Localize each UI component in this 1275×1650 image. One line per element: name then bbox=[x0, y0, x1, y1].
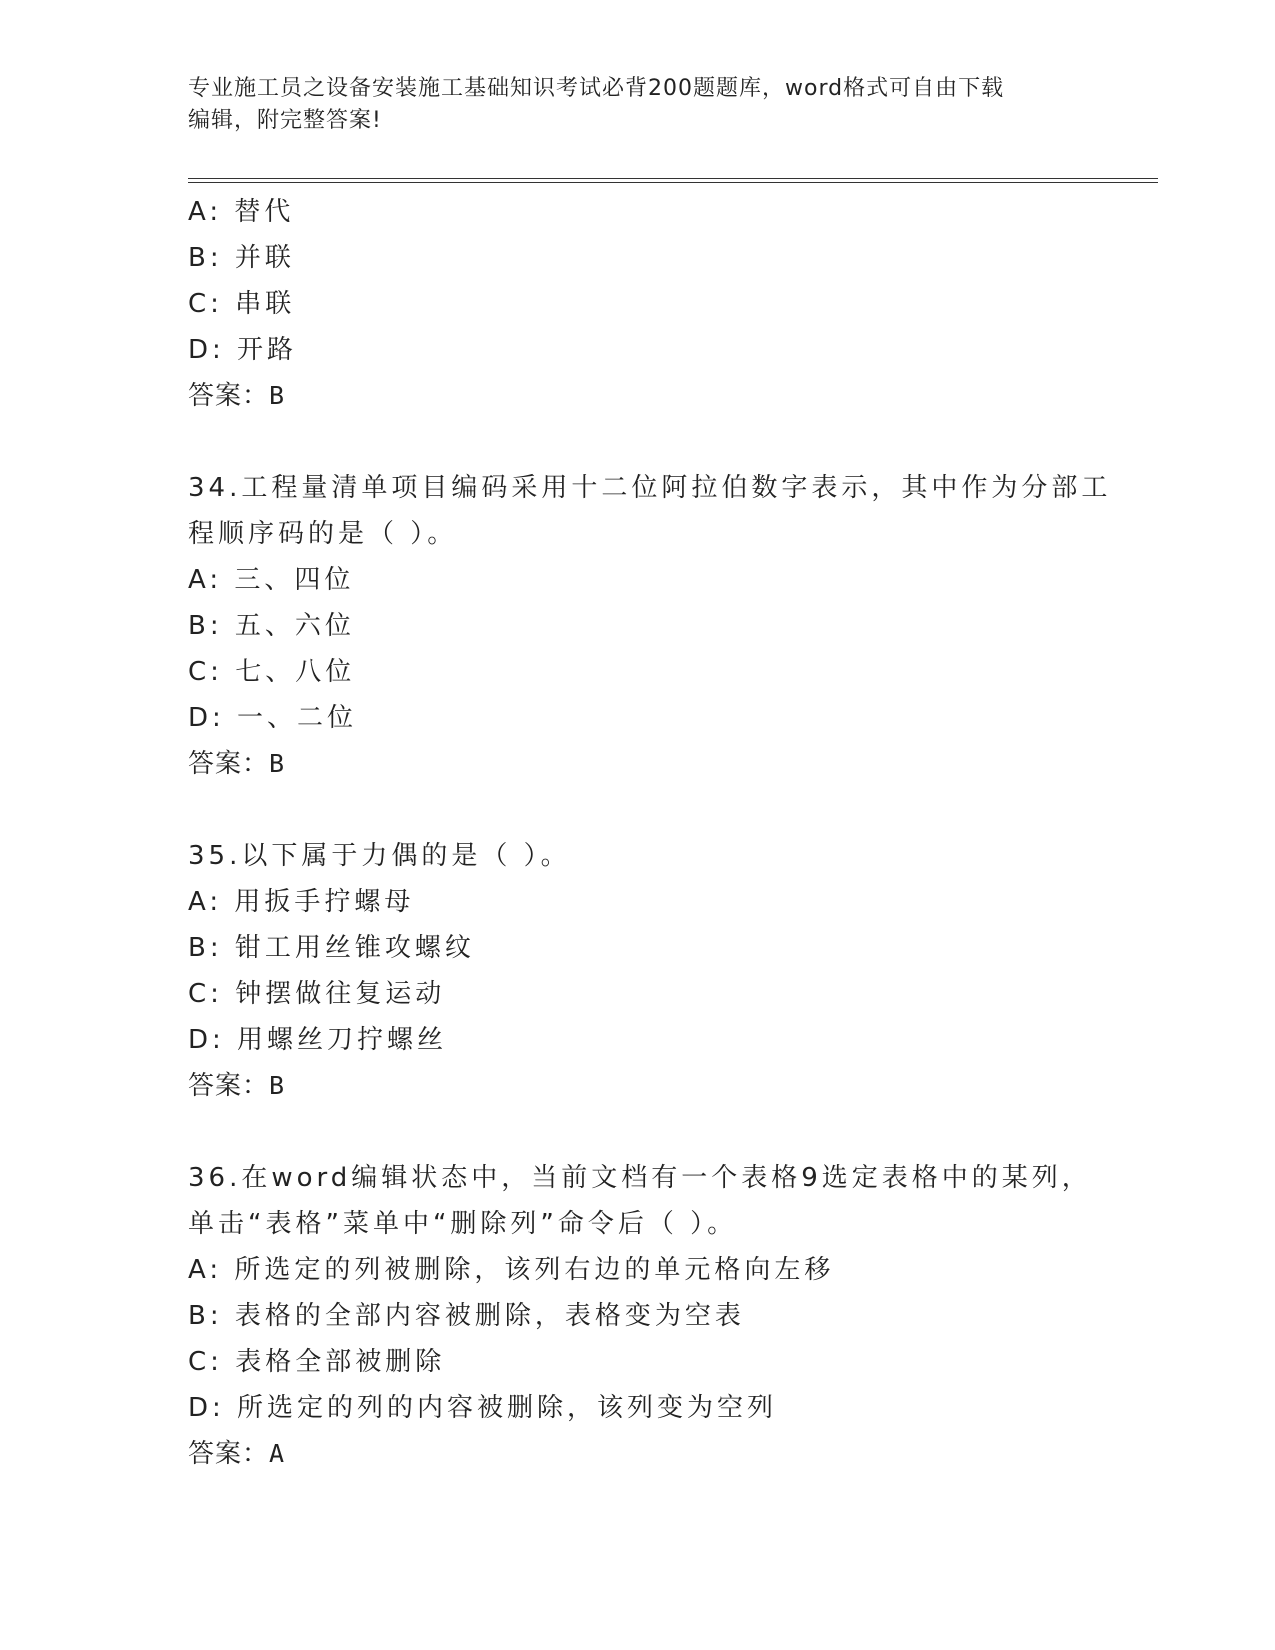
answer-value: B bbox=[269, 1071, 289, 1100]
option-d bbox=[188, 1385, 1148, 1431]
option-text: 七、八位 bbox=[235, 657, 356, 687]
option-letter: B: bbox=[188, 611, 223, 641]
option-letter: A: bbox=[188, 565, 223, 595]
option-text: 所选定的列被删除，该列右边的单元格向左移 bbox=[234, 1255, 835, 1285]
answer-line bbox=[188, 373, 1148, 419]
question-stem-line: 程顺序码的是（ ）。 bbox=[188, 519, 458, 549]
header-divider-top bbox=[188, 178, 1158, 179]
answer-line bbox=[188, 1063, 1148, 1109]
option-text: 表格全部被删除 bbox=[235, 1347, 446, 1377]
answer-label: 答案： bbox=[188, 1439, 270, 1469]
option-d bbox=[188, 1017, 1148, 1063]
option-a bbox=[188, 557, 1148, 603]
option-b bbox=[188, 925, 1148, 971]
option-text: 表格的全部内容被删除，表格变为空表 bbox=[234, 1301, 745, 1331]
option-b bbox=[188, 235, 1148, 281]
option-letter: D: bbox=[188, 1393, 225, 1423]
option-letter: B: bbox=[188, 933, 223, 963]
question-33-partial bbox=[188, 189, 1148, 419]
option-text: 开路 bbox=[237, 335, 298, 365]
option-text: 并联 bbox=[234, 243, 295, 273]
option-text: 用扳手拧螺母 bbox=[234, 887, 415, 917]
option-letter: A: bbox=[188, 197, 223, 227]
question-stem-line: 34.工程量清单项目编码采用十二位阿拉伯数字表示，其中作为分部工 bbox=[188, 473, 1112, 503]
option-text: 一、二位 bbox=[237, 703, 358, 733]
spacer bbox=[188, 1109, 1148, 1155]
spacer bbox=[188, 419, 1148, 465]
option-c bbox=[188, 971, 1148, 1017]
option-letter: D: bbox=[188, 335, 225, 365]
option-letter: C: bbox=[188, 1347, 223, 1377]
option-text: 五、六位 bbox=[234, 611, 355, 641]
option-letter: B: bbox=[188, 1301, 223, 1331]
option-letter: B: bbox=[188, 243, 223, 273]
document-header bbox=[188, 73, 1088, 137]
option-letter: D: bbox=[188, 1025, 225, 1055]
option-text: 钳工用丝锥攻螺纹 bbox=[234, 933, 475, 963]
option-letter: D: bbox=[188, 703, 225, 733]
answer-line bbox=[188, 741, 1148, 787]
option-a bbox=[188, 1247, 1148, 1293]
option-letter: A: bbox=[188, 887, 223, 917]
answer-label: 答案： bbox=[188, 381, 270, 411]
spacer bbox=[188, 787, 1148, 833]
question-35 bbox=[188, 833, 1148, 1109]
answer-value: B bbox=[269, 749, 289, 778]
option-d bbox=[188, 695, 1148, 741]
header-divider-bottom bbox=[188, 182, 1158, 183]
option-a bbox=[188, 879, 1148, 925]
option-text: 替代 bbox=[234, 197, 295, 227]
question-34 bbox=[188, 465, 1148, 787]
question-stem-line: 36.在word编辑状态中，当前文档有一个表格9选定表格中的某列， bbox=[188, 1163, 1092, 1193]
option-b bbox=[188, 1293, 1148, 1339]
option-text: 三、四位 bbox=[234, 565, 355, 595]
option-d bbox=[188, 327, 1148, 373]
option-b bbox=[188, 603, 1148, 649]
question-stem-line: 35.以下属于力偶的是（ ）。 bbox=[188, 841, 571, 871]
answer-value: B bbox=[269, 381, 289, 410]
option-text: 钟摆做往复运动 bbox=[235, 979, 446, 1009]
option-letter: C: bbox=[188, 289, 223, 319]
option-c bbox=[188, 649, 1148, 695]
question-stem-line: 单击“表格”菜单中“删除列”命令后（ ）。 bbox=[188, 1209, 738, 1239]
option-c bbox=[188, 281, 1148, 327]
question-list bbox=[188, 189, 1148, 1477]
option-text: 串联 bbox=[235, 289, 296, 319]
option-c bbox=[188, 1339, 1148, 1385]
answer-value: A bbox=[269, 1439, 289, 1468]
answer-line bbox=[188, 1431, 1148, 1477]
answer-label: 答案： bbox=[188, 1071, 270, 1101]
option-a bbox=[188, 189, 1148, 235]
option-text: 所选定的列的内容被删除，该列变为空列 bbox=[237, 1393, 778, 1423]
question-36 bbox=[188, 1155, 1148, 1477]
option-letter: C: bbox=[188, 979, 223, 1009]
option-letter: A: bbox=[188, 1255, 223, 1285]
option-letter: C: bbox=[188, 657, 223, 687]
option-text: 用螺丝刀拧螺丝 bbox=[237, 1025, 448, 1055]
answer-label: 答案： bbox=[188, 749, 270, 779]
header-title-line-2: 编辑，附完整答案! bbox=[188, 108, 382, 133]
header-title-line-1: 专业施工员之设备安装施工基础知识考试必背200题题库，word格式可自由下载 bbox=[188, 76, 1005, 101]
